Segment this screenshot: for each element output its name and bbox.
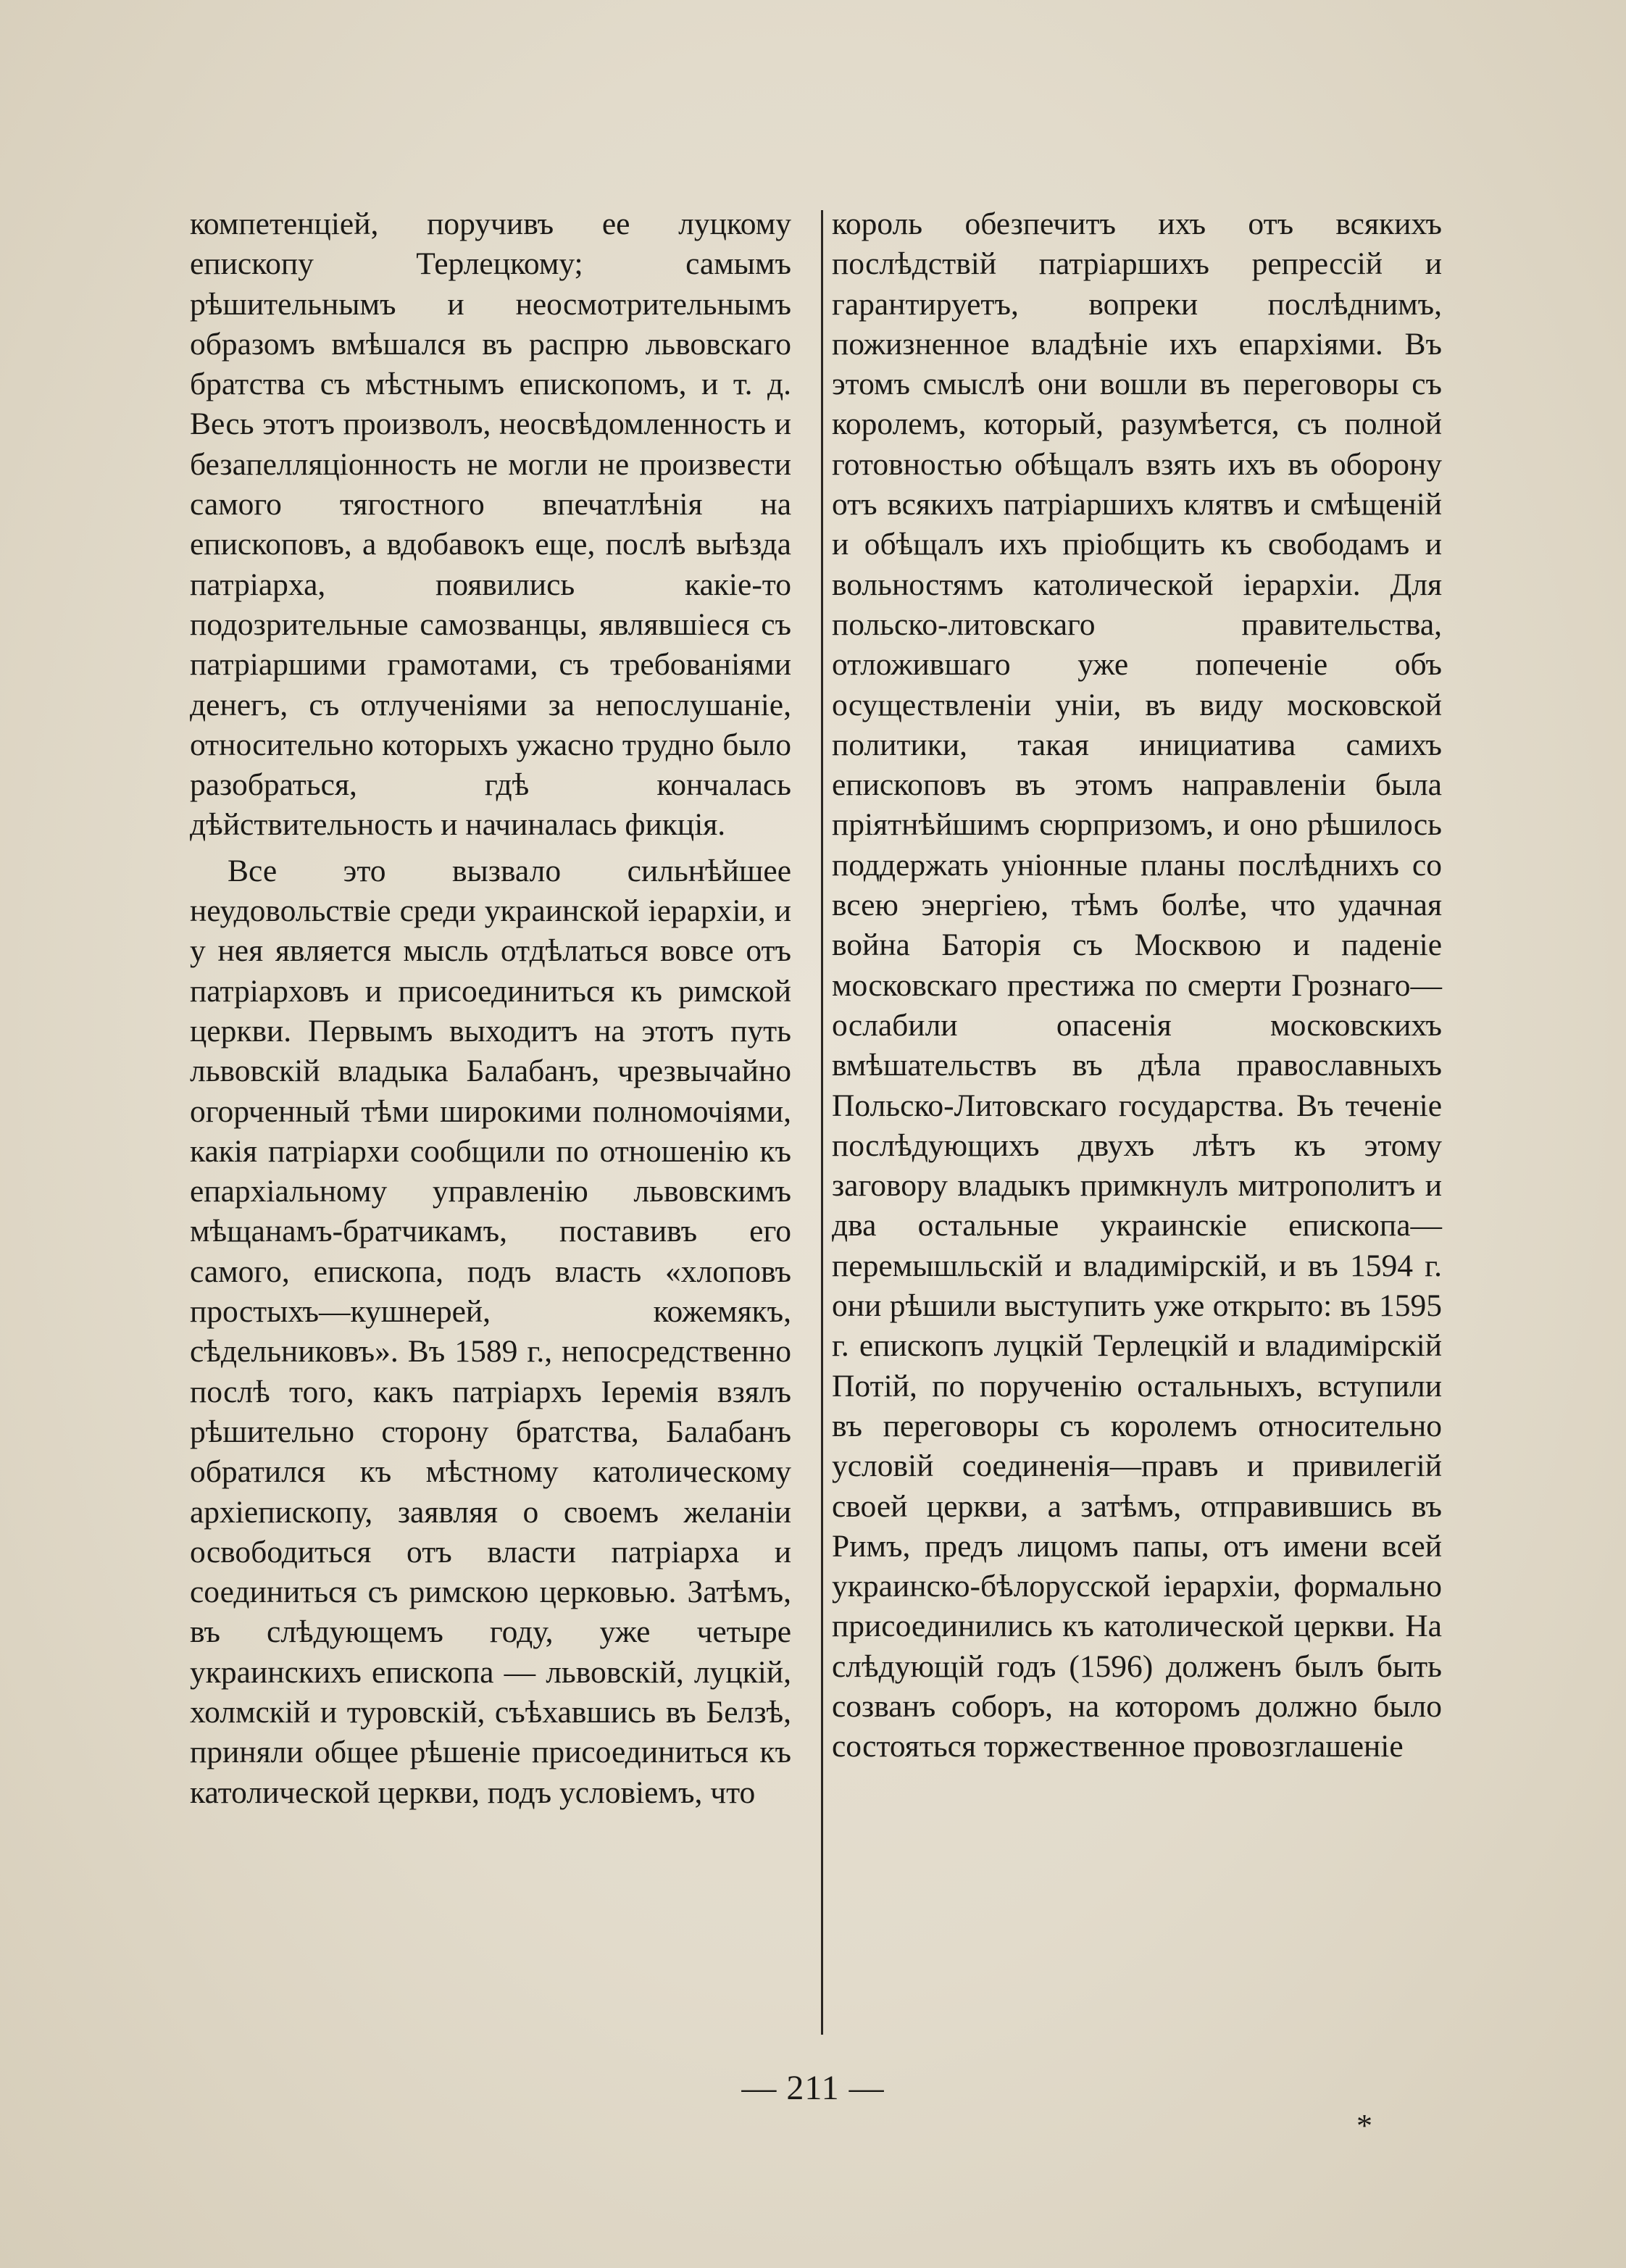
left-text-column	[190, 204, 791, 1813]
page-number: — 211 —	[741, 2069, 885, 2107]
right-paragraph-1: король обезпечитъ ихъ отъ всякихъ послѣдствій патріаршихъ репрессій и гарантируетъ, вопреки послѣднимъ, пожизненное владѣніе ихъ епархіями. Въ этомъ смыслѣ они вошли въ переговоры съ королемъ, который, разумѣется, съ полной готовностью обѣщалъ взять ихъ въ оборону отъ всякихъ патріаршихъ клятвъ и смѣщеній и обѣщалъ ихъ пріобщить къ свободамъ и вольностямъ католической іерархіи. Для польско-литовскаго правительства, отложившаго уже попеченіе объ осуществленіи уніи, въ виду московской политики, такая инициатива самихъ епископовъ въ этомъ направленіи была пріятнѣйшимъ сюрпризомъ, и оно рѣшилось поддержать уніонные планы послѣднихъ со всею энергіею, тѣмъ болѣе, что удачная война Баторія съ Москвою и паденіе московскаго престижа по смерти Грознаго—ослабили опасенія московскихъ вмѣшательствъ въ дѣла православныхъ Польско-Литовскаго государства. Въ теченіе послѣдующихъ двухъ лѣтъ къ этому заговору владыкъ примкнулъ митрополитъ и два остальные украинскіе епископа—перемышльскій и владимірскій, и въ 1594 г. они рѣшили выступить уже открыто: въ 1595 г. епископъ луцкій Терлецкій и владимірскій Потій, по порученію остальныхъ, вступили въ переговоры съ королемъ относительно условій соединенія—правъ и привилегій своей церкви, а затѣмъ, отправившись въ Римъ, предъ лицомъ папы, отъ имени всей украинско-бѣлорусской іерархіи, формально присоединились къ католической церкви. На слѣдующій годъ (1596) долженъ былъ быть созванъ соборъ, на которомъ должно было состояться торжественное провозглашеніе	[832, 207, 1442, 1764]
right-text-column	[832, 204, 1442, 1767]
left-paragraph-2: Все это вызвало сильнѣйшее неудовольствіе среди украинской іерархіи, и у нея является мысль отдѣлаться вовсе отъ патріарховъ и присоединиться къ римской церкви. Первымъ выходитъ на этотъ путь львовскій владыка Балабанъ, чрезвычайно огорченный тѣми широкими полномочіями, какія патріархи сообщили по отношенію къ епархіальному управленію львовскимъ мѣщанамъ-братчикамъ, поставивъ его самого, епископа, подъ власть «хлоповъ простыхъ—кушнерей, кожемякъ, сѣдельниковъ». Въ 1589 г., непосредственно послѣ того, какъ патріархъ Іеремія взялъ рѣшительно сторону братства, Балабанъ обратился къ мѣстному католическому архіепископу, заявляя о своемъ желаніи освободиться отъ власти патріарха и соединиться съ римскою церковью. Затѣмъ, въ слѣдующемъ году, уже четыре украинскихъ епископа — львовскій, луцкій, холмскій и туровскій, съѣхавшись въ Белзѣ, приняли общее рѣшеніе присоединиться къ католической церкви, подъ условіемъ, что	[190, 853, 791, 1810]
left-paragraph-1: компетенціей, поручивъ ее луцкому епископу Терлецкому; самымъ рѣшительнымъ и неосмотрительнымъ образомъ вмѣшался въ распрю львовскаго братства съ мѣстнымъ епископомъ, и т. д. Весь этотъ произволъ, неосвѣдомленность и безапелляціонность не могли не произвести самого тягостного впечатлѣнія на епископовъ, а вдобавокъ еще, послѣ выѣзда патріарха, появились какіе-то подозрительные самозванцы, являвшіеся съ патріаршими грамотами, съ требованіями денегъ, съ отлученіями за непослушаніе, относительно которыхъ ужасно трудно было разобраться, гдѣ кончалась дѣйствительность и начиналась фикція.	[190, 207, 791, 843]
column-divider	[821, 210, 823, 2035]
signature-mark: *	[1356, 2108, 1372, 2143]
